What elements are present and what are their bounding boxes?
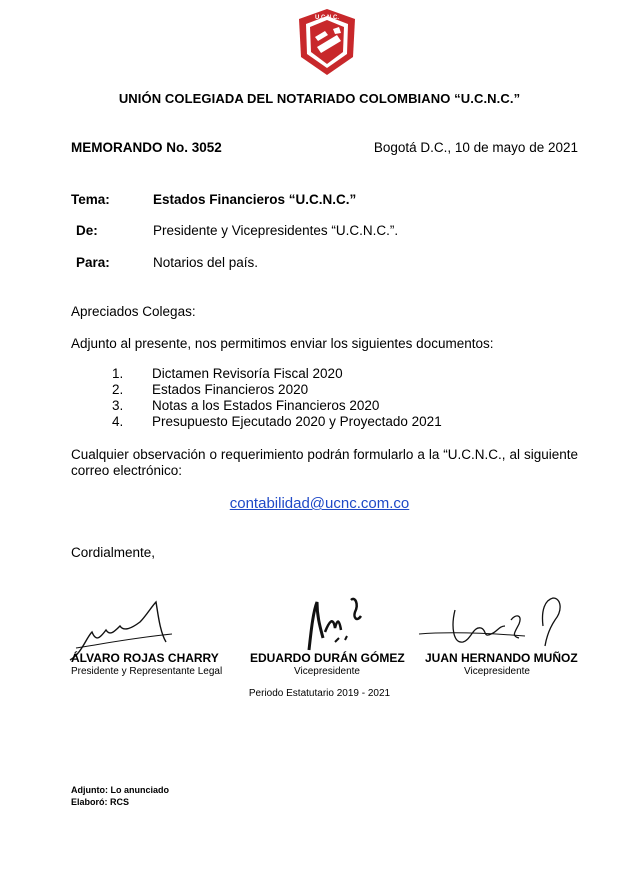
signature-role-eduardo: Vicepresidente <box>294 666 360 677</box>
signature-name-juan: JUAN HERNANDO MUÑOZ <box>425 651 578 665</box>
tema-value: Estados Financieros “U.C.N.C.” <box>153 192 357 207</box>
signature-name-alvaro: ÁLVARO ROJAS CHARRY <box>71 651 219 665</box>
svg-text:U.C.N.C.: U.C.N.C. <box>315 15 339 21</box>
list-item: 3. Notas a los Estados Financieros 2020 <box>112 398 380 413</box>
signature-name-eduardo: EDUARDO DURÁN GÓMEZ <box>250 651 405 665</box>
greeting: Apreciados Colegas: <box>71 304 196 319</box>
list-item: 4. Presupuesto Ejecutado 2020 y Proyectado 2021 <box>112 414 442 429</box>
de-value: Presidente y Vicepresidentes “U.C.N.C.”. <box>153 223 399 238</box>
para-label: Para: <box>76 255 110 270</box>
statutory-period: Periodo Estatutario 2019 - 2021 <box>248 688 391 699</box>
intro-text: Adjunto al presente, nos permitimos enviar los siguientes documentos: <box>71 336 494 351</box>
observation-text: Cualquier observación o requerimiento podrán formularlo a la “U.C.N.C., al siguiente correo electrónico: <box>71 447 578 478</box>
prepared-by-note: Elaboró: RCS <box>71 797 130 807</box>
list-item: 2. Estados Financieros 2020 <box>112 382 309 397</box>
memo-date: Bogotá D.C., 10 de mayo de 2021 <box>373 140 578 155</box>
contact-email-link[interactable]: contabilidad@ucnc.com.co <box>229 495 410 512</box>
list-item: 1. Dictamen Revisoría Fiscal 2020 <box>112 366 343 381</box>
memo-number: MEMORANDO No. 3052 <box>71 140 222 155</box>
signature-role-alvaro: Presidente y Representante Legal <box>71 666 223 677</box>
signature-role-juan: Vicepresidente <box>464 666 530 677</box>
closing: Cordialmente, <box>71 545 156 560</box>
organization-title: UNIÓN COLEGIADA DEL NOTARIADO COLOMBIANO “U.C.N.C.” <box>118 91 521 106</box>
ucnc-seal-icon <box>295 7 359 77</box>
ucnc-logo <box>295 7 359 77</box>
tema-label: Tema: <box>71 192 110 207</box>
de-label: De: <box>76 223 98 238</box>
documents-list <box>112 366 442 430</box>
para-value: Notarios del país. <box>153 255 259 270</box>
attachment-note: Adjunto: Lo anunciado <box>71 785 169 795</box>
